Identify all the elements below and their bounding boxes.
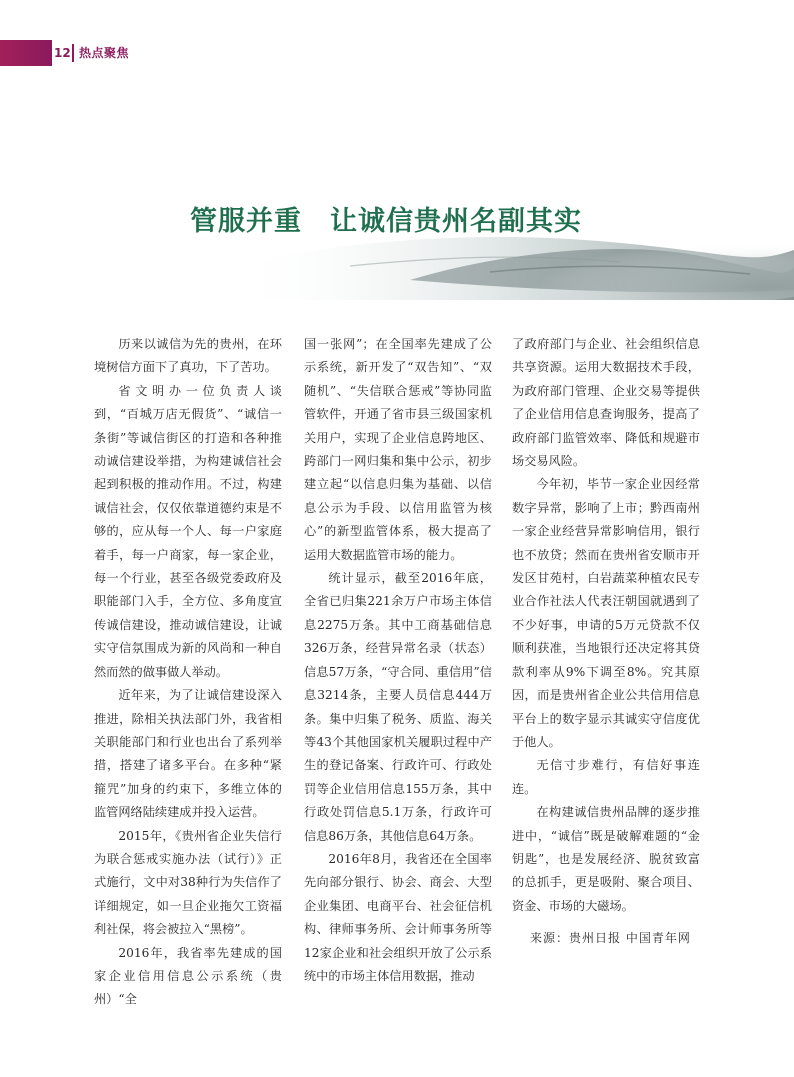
section-title: 热点聚焦 <box>79 46 130 60</box>
header-accent-bar <box>0 40 52 66</box>
paragraph: 无信寸步难行，有信好事连连。 <box>512 758 700 796</box>
paragraph: 近年来，为了让诚信建设深入推进，除相关执法部门外，我省相关职能部门和行业也出台了系列举措，搭建了诸多平台。在多种“紧箍咒”加身的约束下，多维立体的监管网络陆续建成并投入运营。 <box>94 688 282 820</box>
paragraph: 在构建诚信贵州品牌的逐步推进中，“诚信”既是破解难题的“金钥匙”，也是发展经济、脱贫致富的总抓手，更是吸附、聚合项目、资金、市场的大磁场。 <box>512 805 700 913</box>
paragraph: 统计显示，截至2016年底，全省已归集221余万户市场主体信息2275万条。其中工商基础信息326万条，经营异常名录（状态）信息57万条，“守合同、重信用”信息3214条，主要人员信息444万条。集中归集了税务、质监、海关等43个其他国家机关履职过程中产生的登记备案、行政许可、行政处罚等企业信用信息155万条，其中行政处罚信息5.1万条，行政许可信息86万条，其他信息64万条。 <box>304 571 492 843</box>
paragraph: 今年初，毕节一家企业因经常数字异常，影响了上市；黔西南州一家企业经营异常影响信用，银行也不放贷；然而在贵州省安顺市开发区甘苑村，白岩蔬菜种植农民专业合作社法人代表汪朝国就遇到了不少好事，申请的5万元贷款不仅顺利获准，当地银行还决定将其贷款利率从9%下调至8%。究其原因，而是贵州省企业公共信用信息平台上的数字显示其诚实守信度优于他人。 <box>512 477 700 749</box>
paragraph: 了政府部门与企业、社会组织信息共享资源。运用大数据技术手段，为政府部门管理、企业交易等提供了企业信用信息查询服务，提高了政府部门监管效率、降低和规避市场交易风险。 <box>512 337 700 469</box>
text-column-3 <box>512 333 700 918</box>
paragraph: 2015年，《贵州省企业失信行为联合惩戒实施办法（试行）》正式施行，文中对38种行为失信作了详细规定，如一旦企业拖欠工资福利社保，将会被拉入“黑榜”。 <box>94 828 282 937</box>
article-title: 管服并重 让诚信贵州名副其实 <box>190 206 582 237</box>
paragraph: 国一张网”；在全国率先建成了公示系统，新开发了“双告知”、“双随机”、“失信联合惩戒”等协同监管软件，开通了省市县三级国家机关用户，实现了企业信息跨地区、跨部门一网归集和集中公示，初步建立起“以信息归集为基础、以信息公示为手段、以信用监管为核心”的新型监管体系，极大提高了运用大数据监管市场的能力。 <box>304 337 492 562</box>
paragraph: 2016年，我省率先建成的国家企业信用信息公示系统（贵州）“全 <box>94 945 282 1007</box>
paragraph: 省文明办一位负责人谈到，“百城万店无假货”、“诚信一条街”等诚信街区的打造和各种推动诚信建设举措，为构建诚信社会起到积极的推动作用。不过，构建诚信社会，仅仅依靠道德约束是不够的，应从每一个人、每一户家庭着手，每一户商家，每一家企业，每一个行业，甚至各级党委政府及职能部门入手，全方位、多角度宣传诚信建设，推动诚信建设，让诚实守信氛围成为新的风尚和一种自然而然的做事做人举动。 <box>94 383 282 679</box>
text-column-2 <box>304 333 492 988</box>
paragraph: 2016年8月，我省还在全国率先向部分银行、协会、商会、大型企业集团、电商平台、社会征信机构、律师事务所、会计师事务所等12家企业和社会组织开放了公示系统中的市场主体信用数据，推动 <box>304 851 492 983</box>
header-divider <box>72 44 74 62</box>
paragraph: 历来以诚信为先的贵州，在环境树信方面下了真功，下了苦功。 <box>94 337 282 375</box>
text-column-1 <box>94 333 282 1012</box>
page-number: 12 <box>54 46 71 60</box>
article-source: 来源：贵州日报 中国青年网 <box>530 931 691 945</box>
